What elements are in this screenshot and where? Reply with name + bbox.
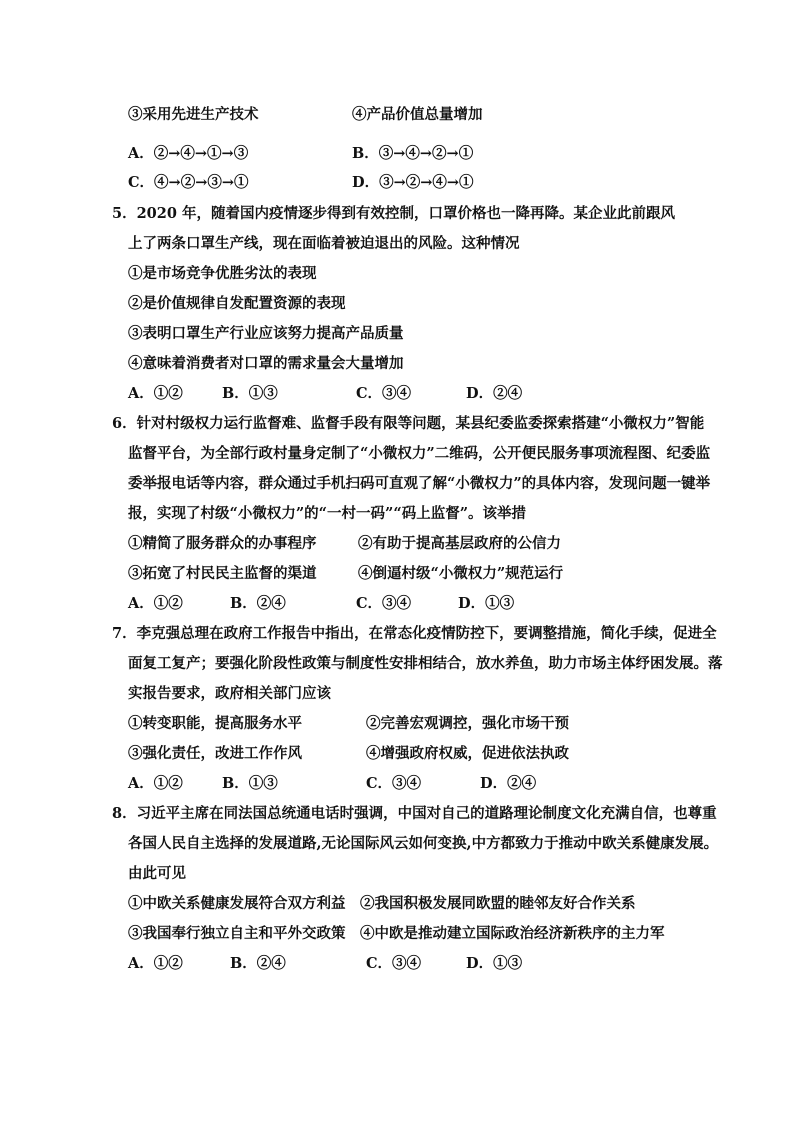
q4-statement-3: ③采用先进生产技术	[128, 106, 259, 123]
q5-stem-line-1: 5．2020 年，随着国内疫情逐步得到有效控制，口罩价格也一降再降。某企业此前跟风	[112, 205, 675, 222]
q8-stem-line-1: 8．习近平主席在同法国总统通电话时强调，中国对自己的道路理论制度文化充满自信，也尊重	[112, 805, 717, 822]
q5-option-a: A．①②	[128, 385, 183, 402]
q6-option-c: C．③④	[356, 595, 412, 612]
q7-option-c: C．③④	[366, 775, 422, 792]
q5-statement-2: ②是价值规律自发配置资源的表现	[128, 295, 346, 312]
q6-stem-line-2: 监督平台，为全部行政村量身定制了“小微权力”二维码，公开便民服务事项流程图、纪委监	[128, 445, 711, 462]
q6-option-a: A．①②	[128, 595, 183, 612]
q6-statement-1: ①精简了服务群众的办事程序	[128, 535, 317, 552]
q6-statement-2: ②有助于提高基层政府的公信力	[358, 535, 561, 552]
q8-statement-3: ③我国奉行独立自主和平外交政策	[128, 925, 346, 942]
q8-statement-1: ①中欧关系健康发展符合双方利益	[128, 895, 346, 912]
q5-option-d: D．②④	[466, 385, 523, 402]
q7-stem-line-3: 实报告要求，政府相关部门应该	[128, 685, 331, 702]
q8-option-b: B．②④	[230, 955, 286, 972]
q5-statement-4: ④意味着消费者对口罩的需求量会大量增加	[128, 355, 404, 372]
q7-stem-line-2: 面复工复产；要强化阶段性政策与制度性安排相结合，放水养鱼，助力市场主体纾困发展。落	[128, 655, 723, 672]
q7-stem-line-1: 7．李克强总理在政府工作报告中指出，在常态化疫情防控下，要调整措施，简化手续，促进全	[112, 625, 717, 642]
q6-stem-line-1: 6．针对村级权力运行监督难、监督手段有限等问题，某县纪委监委探索搭建“小微权力”智能	[112, 415, 705, 432]
q4-option-d: D．③→②→④→①	[352, 174, 474, 191]
q8-statement-2: ②我国积极发展同欧盟的睦邻友好合作关系	[360, 895, 636, 912]
q5-option-c: C．③④	[356, 385, 412, 402]
q5-statement-3: ③表明口罩生产行业应该努力提高产品质量	[128, 325, 404, 342]
q8-stem-line-2: 各国人民自主选择的发展道路,无论国际风云如何变换,中方都致力于推动中欧关系健康发展。	[128, 835, 719, 852]
q7-option-d: D．②④	[480, 775, 537, 792]
q8-option-a: A．①②	[128, 955, 183, 972]
q4-statement-4: ④产品价值总量增加	[352, 106, 483, 123]
q6-stem-line-4: 报，实现了村级“小微权力”的“一村一码”“码上监督”。该举措	[128, 505, 527, 522]
q7-option-b: B．①③	[222, 775, 278, 792]
q7-statement-3: ③强化责任，改进工作作风	[128, 745, 302, 762]
q7-statement-2: ②完善宏观调控，强化市场干预	[366, 715, 569, 732]
q4-option-c: C．④→②→③→①	[128, 174, 249, 191]
q6-statement-4: ④倒逼村级“小微权力”规范运行	[358, 565, 564, 582]
q6-option-b: B．②④	[230, 595, 286, 612]
q6-option-d: D．①③	[458, 595, 515, 612]
q5-statement-1: ①是市场竞争优胜劣汰的表现	[128, 265, 317, 282]
q8-option-d: D．①③	[466, 955, 523, 972]
q6-statement-3: ③拓宽了村民民主监督的渠道	[128, 565, 317, 582]
q5-option-b: B．①③	[222, 385, 278, 402]
q5-stem-line-2: 上了两条口罩生产线，现在面临着被迫退出的风险。这种情况	[128, 235, 520, 252]
q7-statement-4: ④增强政府权威，促进依法执政	[366, 745, 569, 762]
q8-statement-4: ④中欧是推动建立国际政治经济新秩序的主力军	[360, 925, 665, 942]
q6-stem-line-3: 委举报电话等内容，群众通过手机扫码可直观了解“小微权力”的具体内容，发现问题一键举	[128, 475, 711, 492]
q7-statement-1: ①转变职能，提高服务水平	[128, 715, 302, 732]
q8-stem-line-3: 由此可见	[128, 865, 186, 882]
q8-option-c: C．③④	[366, 955, 422, 972]
q4-option-b: B．③→④→②→①	[352, 145, 474, 162]
q7-option-a: A．①②	[128, 775, 183, 792]
q4-option-a: A．②→④→①→③	[128, 145, 249, 162]
